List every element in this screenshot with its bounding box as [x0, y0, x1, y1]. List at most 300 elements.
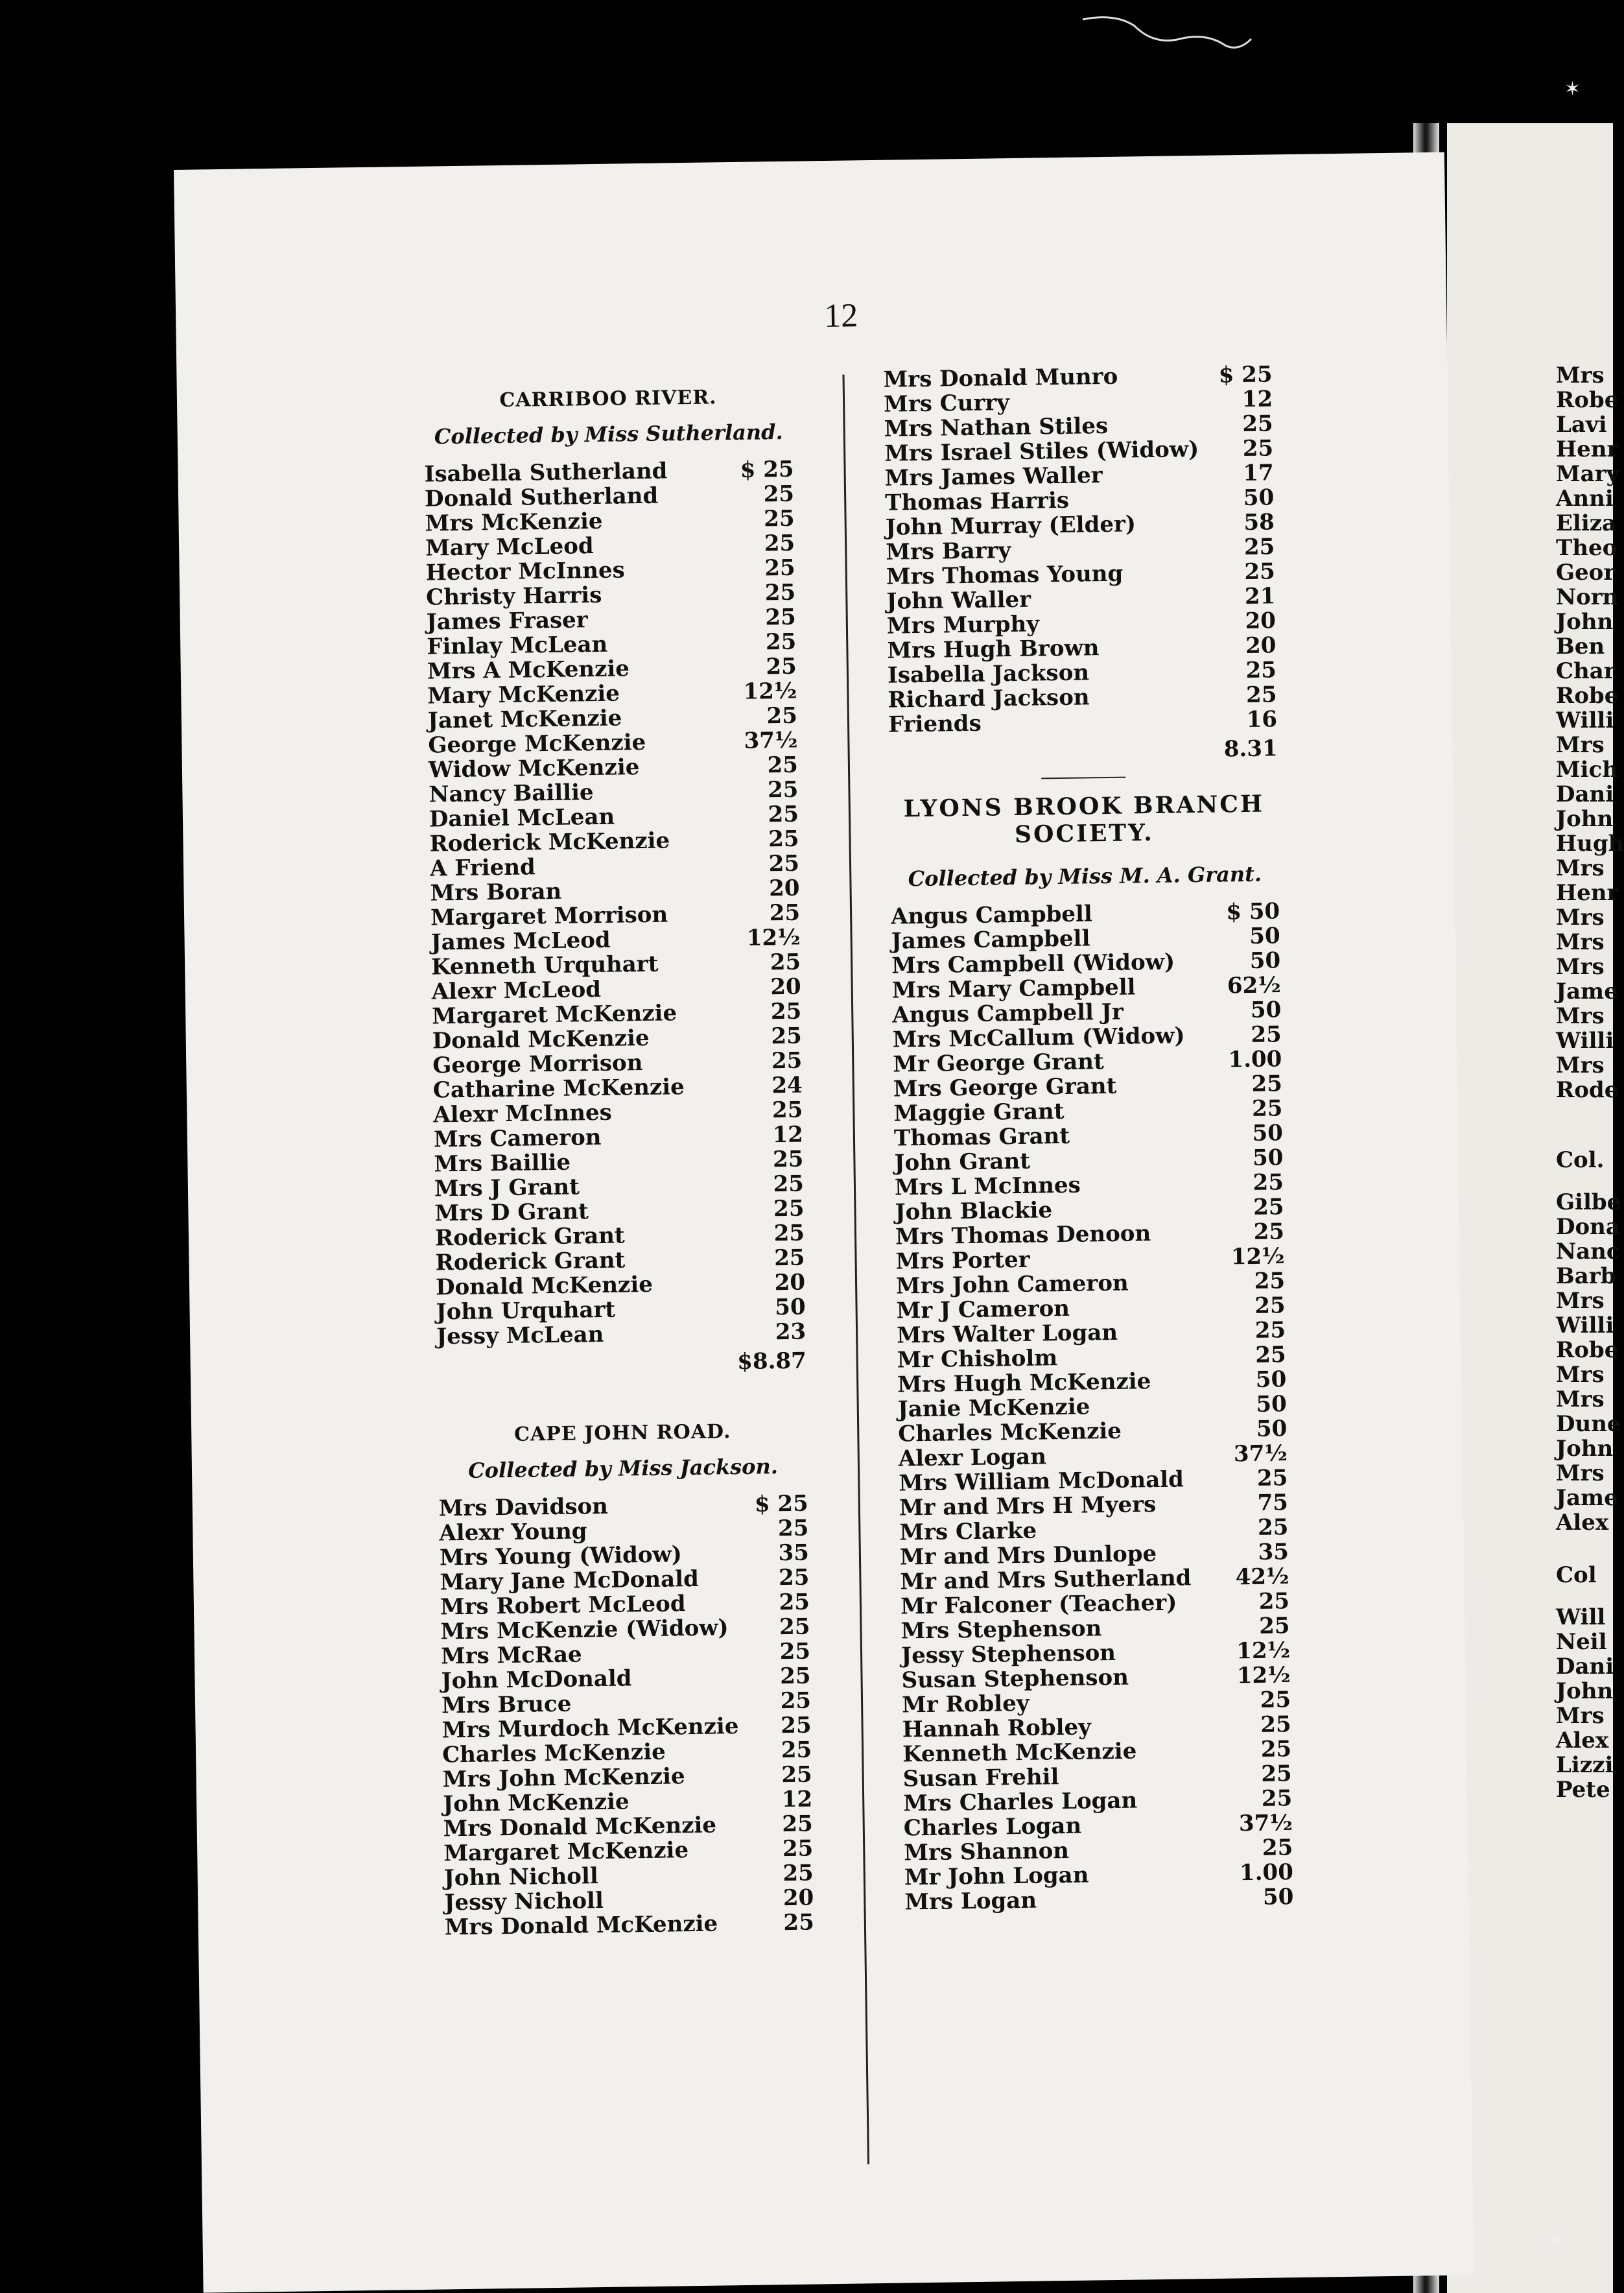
adjacent-fragment: John — [1556, 806, 1614, 832]
cape-john-collector: Collected by Miss Jackson. — [467, 1454, 779, 1483]
contributor-name: Mrs McKenzie (Widow) — [440, 1615, 729, 1645]
contribution-amount: 12½ — [746, 924, 801, 951]
contribution-amount: 25 — [778, 1564, 810, 1591]
contributor-name: Mrs Baillie — [434, 1149, 571, 1178]
contributor-name: Mrs McKenzie — [425, 508, 603, 537]
contributor-name: Mrs McCallum (Widow) — [892, 1023, 1185, 1053]
contribution-amount: 25 — [1251, 1071, 1283, 1097]
contributor-name: Mrs John Cameron — [895, 1270, 1129, 1300]
adjacent-fragment: Neil — [1556, 1629, 1607, 1655]
contributor-name: Mrs A McKenzie — [427, 656, 630, 685]
contribution-amount: 25 — [777, 1515, 809, 1542]
middle-column — [883, 362, 1293, 1914]
contribution-amount: 37½ — [1238, 1810, 1293, 1837]
contributor-name: John Grant — [894, 1148, 1031, 1176]
contribution-amount: 25 — [1253, 1218, 1285, 1245]
lyons-title-line1: LYONS BROOK BRANCH — [903, 790, 1265, 823]
adjacent-fragment: Will — [1556, 1604, 1606, 1630]
contributor-name: Angus Campbell — [890, 901, 1093, 930]
contribution-amount: 12 — [1242, 386, 1273, 413]
contribution-amount: 25 — [1244, 558, 1276, 586]
adjacent-fragment: Mrs — [1556, 954, 1605, 980]
contribution-amount: 37½ — [1233, 1440, 1288, 1467]
contribution-amount: 25 — [1261, 1785, 1293, 1812]
adjacent-fragment: Mrs — [1556, 1362, 1605, 1388]
contributor-name: Alexr Logan — [898, 1444, 1047, 1472]
contribution-amount: 25 — [765, 604, 797, 631]
contribution-amount: 25 — [780, 1687, 812, 1715]
contributor-name: Mrs Thomas Young — [886, 560, 1124, 590]
contributor-name: A Friend — [429, 854, 536, 882]
contributor-name: Mr and Mrs Dunlope — [899, 1541, 1157, 1571]
contribution-amount: $ 25 — [754, 1490, 809, 1517]
left-column — [423, 385, 814, 1940]
page — [174, 152, 1474, 2293]
contributor-name: Mrs Logan — [904, 1887, 1037, 1916]
contributor-name: John Urquhart — [436, 1296, 616, 1325]
contributor-name: Mrs Nathan Stiles — [884, 412, 1109, 442]
adjacent-fragment: Mrs — [1556, 1386, 1605, 1412]
contributor-name: Mr Falconer (Teacher) — [900, 1589, 1177, 1620]
cape-john-title: CAPE JOHN ROAD. — [513, 1420, 731, 1446]
contributor-name: Christy Harris — [425, 582, 602, 611]
adjacent-fragment: Rode — [1556, 1077, 1619, 1103]
contribution-amount: 25 — [773, 1170, 805, 1198]
contributor-name: John Murray (Elder) — [885, 511, 1136, 541]
contributor-name: Richard Jackson — [888, 684, 1090, 713]
contribution-amount: 25 — [764, 530, 795, 557]
continued-list — [883, 362, 1277, 737]
contribution-amount: 25 — [1243, 534, 1275, 561]
contributor-name: Mrs Young (Widow) — [439, 1541, 683, 1571]
adjacent-fragment: Willi — [1556, 1028, 1614, 1054]
contribution-amount: 25 — [1261, 1761, 1292, 1787]
contributor-name: Friends — [888, 710, 982, 738]
contributor-name: Alexr Young — [439, 1518, 587, 1547]
contributor-name: Mrs Curry — [883, 390, 1010, 418]
contributor-name: Mrs Hugh McKenzie — [897, 1368, 1151, 1398]
contribution-amount: 25 — [770, 949, 801, 976]
adjacent-fragment: Mrs — [1556, 1052, 1605, 1078]
contributor-name: George Morrison — [432, 1050, 643, 1079]
contribution-amount: 25 — [1258, 1588, 1290, 1615]
contributor-name: John Blackie — [895, 1197, 1053, 1226]
contribution-amount: 25 — [1245, 682, 1277, 708]
adjacent-fragment: Robe — [1556, 387, 1619, 413]
contribution-amount: $ 50 — [1226, 898, 1280, 925]
contributor-name: Mrs Israel Stiles (Widow) — [884, 436, 1199, 467]
contribution-amount: 25 — [1254, 1292, 1286, 1319]
adjacent-fragment: Char — [1556, 658, 1616, 684]
contributor-name: Mrs Walter Logan — [896, 1319, 1118, 1349]
adjacent-fragment: Geor — [1556, 560, 1616, 586]
corner-mark: ✶ — [1564, 78, 1581, 101]
contribution-amount: 25 — [771, 1047, 803, 1075]
contribution-amount: 12½ — [1236, 1637, 1291, 1665]
contributor-name: Mrs John McKenzie — [442, 1763, 685, 1793]
contributor-name: Mr J Cameron — [896, 1295, 1070, 1324]
contribution-amount: 25 — [1253, 1194, 1284, 1220]
scratch-mark — [1076, 0, 1258, 78]
contribution-amount: 20 — [768, 875, 800, 902]
contributor-name: Maggie Grant — [893, 1098, 1065, 1127]
contribution-amount: 12½ — [743, 678, 797, 705]
contribution-amount: 12½ — [1236, 1662, 1291, 1689]
contributor-name: Mrs James Waller — [884, 462, 1103, 492]
contribution-amount: 25 — [764, 554, 795, 582]
contributor-name: Mrs Murdoch McKenzie — [441, 1713, 739, 1744]
contributor-name: Mr Robley — [901, 1690, 1030, 1718]
contributor-name: John McKenzie — [442, 1788, 630, 1818]
column-divider — [843, 375, 870, 2165]
contribution-amount: 50 — [1256, 1416, 1288, 1442]
contribution-amount: 58 — [1243, 509, 1275, 536]
contributor-name: Mrs Thomas Denoon — [895, 1220, 1151, 1250]
contribution-amount: 25 — [773, 1244, 805, 1272]
adjacent-fragment: Gilbe — [1556, 1189, 1621, 1215]
adjacent-fragment: Jame — [1556, 979, 1618, 1004]
contribution-amount: 50 — [774, 1294, 806, 1321]
contributor-name: John Nicholl — [443, 1863, 599, 1892]
contributor-name: Janet McKenzie — [427, 705, 622, 734]
contributor-name: Jessy Stephenson — [900, 1639, 1116, 1669]
contributor-name: Mrs Donald McKenzie — [444, 1910, 718, 1941]
contribution-amount: 25 — [768, 826, 799, 853]
contribution-amount: 23 — [775, 1318, 806, 1346]
adjacent-fragment: Alex — [1556, 1728, 1609, 1753]
contributor-name: Alexr McLeod — [431, 976, 602, 1005]
lyons-title-line2: SOCIETY. — [1014, 818, 1155, 848]
contributor-name: Margaret Morrison — [430, 901, 668, 931]
adjacent-fragment: Henr — [1556, 880, 1619, 906]
contribution-amount: 42½ — [1235, 1563, 1289, 1591]
contribution-amount: 20 — [770, 973, 801, 1001]
contributor-name: Mrs Mary Campbell — [891, 974, 1136, 1004]
adjacent-fragment: Robe — [1556, 683, 1619, 709]
contribution-amount: 21 — [1244, 583, 1276, 610]
adjacent-fragment: Theo — [1556, 535, 1618, 561]
contributor-name: Mrs William McDonald — [899, 1466, 1184, 1497]
adjacent-fragment: Willi — [1556, 707, 1614, 733]
contributor-name: Mrs Davidson — [438, 1493, 609, 1522]
contributor-name: Angus Campbell Jr — [892, 999, 1124, 1028]
contribution-amount: 25 — [768, 850, 800, 877]
contribution-amount: 20 — [1245, 632, 1277, 659]
contributor-name: Margaret McKenzie — [431, 1000, 677, 1030]
contributor-name: Mr Chisholm — [897, 1345, 1058, 1373]
adjacent-fragment: John — [1556, 1678, 1614, 1704]
contributor-name: Roderick McKenzie — [429, 827, 670, 857]
contribution-amount: 25 — [780, 1712, 812, 1739]
contributor-name: Mrs Stephenson — [900, 1615, 1102, 1645]
contributor-name: Susan Frehil — [902, 1764, 1059, 1792]
contribution-amount: 25 — [782, 1835, 814, 1862]
contributor-name: Hector McInnes — [425, 557, 626, 586]
contribution-amount: 25 — [773, 1195, 805, 1222]
contribution-amount: 25 — [1256, 1465, 1288, 1491]
contribution-amount: 37½ — [744, 727, 798, 754]
contributor-name: Margaret McKenzie — [443, 1837, 689, 1867]
contribution-amount: 25 — [1251, 1021, 1282, 1048]
contribution-amount: 25 — [783, 1860, 814, 1887]
contribution-amount: 25 — [764, 579, 796, 606]
contribution-amount: 20 — [783, 1884, 814, 1912]
carriboo-title: CARRIBOO RIVER. — [499, 386, 717, 412]
adjacent-fragment: Mrs — [1556, 362, 1605, 388]
contributor-name: Thomas Grant — [893, 1123, 1070, 1152]
contributor-name: John McDonald — [441, 1665, 632, 1694]
contributor-name: Donald Sutherland — [424, 482, 659, 512]
contributor-name: Mrs Cameron — [433, 1124, 602, 1153]
contributor-name: Roderick Grant — [434, 1222, 625, 1252]
contributor-name: Thomas Harris — [885, 487, 1070, 516]
contribution-amount: 25 — [1262, 1835, 1293, 1861]
adjacent-fragment: Alex — [1556, 1510, 1609, 1536]
contributor-name: Mrs Donald Munro — [883, 363, 1118, 393]
adjacent-col-label: Col. — [1556, 1147, 1605, 1173]
contributor-name: Daniel McLean — [429, 803, 615, 833]
adjacent-fragment: Dune — [1556, 1411, 1621, 1437]
adjacent-page-text-mid — [1556, 1189, 1621, 1536]
contributor-name: Mrs D Grant — [434, 1198, 589, 1227]
contribution-amount: 25 — [782, 1811, 813, 1838]
adjacent-fragment: Anni — [1556, 486, 1614, 512]
continued-total: 8.31 — [1223, 735, 1278, 763]
contributor-name: James McLeod — [430, 927, 611, 956]
adjacent-fragment: Dani — [1556, 1654, 1614, 1680]
contribution-amount: 50 — [1252, 1120, 1284, 1146]
contributor-name: Charles Logan — [903, 1812, 1082, 1842]
contributor-name: Widow McKenzie — [428, 754, 640, 783]
adjacent-fragment: Mary — [1556, 461, 1619, 487]
contribution-amount: 24 — [771, 1072, 803, 1099]
contribution-amount: 50 — [1249, 947, 1281, 974]
adjacent-fragment: Mrs — [1556, 1003, 1605, 1029]
contribution-amount: 25 — [1245, 657, 1277, 683]
contributor-name: Mr John Logan — [904, 1862, 1089, 1891]
contributor-name: Mrs J Grant — [434, 1174, 580, 1202]
list-item — [445, 1910, 814, 1940]
contribution-amount: 25 — [1257, 1514, 1289, 1541]
contributor-name: Jessy Nicholl — [444, 1888, 604, 1916]
contribution-amount: 50 — [1250, 997, 1282, 1023]
contribution-amount: 1.00 — [1228, 1046, 1282, 1073]
contributor-name: Mrs Donald McKenzie — [443, 1812, 717, 1842]
contribution-amount: $ 25 — [1218, 361, 1273, 388]
contribution-amount: 50 — [1249, 923, 1280, 949]
contribution-amount: 25 — [763, 505, 795, 532]
cape-john-list — [439, 1491, 814, 1940]
contribution-amount: 25 — [781, 1737, 812, 1764]
contributor-name: Alexr McInnes — [433, 1099, 613, 1128]
section-rule — [1041, 777, 1125, 779]
adjacent-fragment: John — [1556, 1436, 1614, 1462]
contribution-amount: 50 — [1256, 1391, 1288, 1418]
adjacent-fragment: Mrs — [1556, 929, 1605, 955]
contribution-amount: 25 — [770, 998, 802, 1025]
contribution-amount: 25 — [771, 1097, 803, 1124]
contributor-name: Janie McKenzie — [897, 1394, 1090, 1423]
contribution-amount: 1.00 — [1239, 1859, 1294, 1886]
contribution-amount: 25 — [768, 801, 799, 828]
contributor-name: Roderick Grant — [435, 1247, 626, 1276]
contributor-name: Mrs Porter — [895, 1246, 1030, 1275]
contribution-amount: 25 — [1242, 435, 1274, 462]
contributor-name: Charles McKenzie — [441, 1739, 666, 1768]
bottom-mark: ❟ — [1549, 2218, 1560, 2248]
contribution-amount: 20 — [774, 1269, 806, 1296]
contributor-name: Susan Stephenson — [901, 1664, 1129, 1694]
contribution-amount: 25 — [1260, 1736, 1292, 1763]
adjacent-page-text-top — [1556, 362, 1624, 1103]
adjacent-fragment: Eliza — [1556, 510, 1617, 536]
carriboo-list — [424, 457, 806, 1349]
contributor-name: Mr and Mrs H Myers — [899, 1491, 1157, 1521]
contribution-amount: 25 — [781, 1761, 812, 1788]
contribution-amount: 25 — [779, 1613, 810, 1641]
contribution-amount: 25 — [1254, 1317, 1286, 1344]
contributor-name: Jessy McLean — [436, 1321, 604, 1350]
contribution-amount: 12½ — [1230, 1243, 1285, 1270]
contribution-amount: 16 — [1246, 706, 1278, 733]
contributor-name: Mrs Hugh Brown — [887, 635, 1100, 664]
contributor-name: Mr George Grant — [893, 1049, 1104, 1078]
contribution-amount: 25 — [1254, 1268, 1286, 1294]
contributor-name: Mrs Shannon — [904, 1837, 1070, 1866]
contribution-amount: 50 — [1255, 1366, 1287, 1393]
contributor-name: Mrs L McInnes — [894, 1172, 1081, 1201]
contribution-amount: 50 — [1243, 484, 1275, 512]
list-item — [904, 1884, 1293, 1914]
contributor-name: Mrs Boran — [430, 878, 562, 907]
adjacent-fragment: Mrs — [1556, 905, 1605, 931]
contributor-name: George McKenzie — [428, 729, 646, 759]
contribution-amount: 25 — [1258, 1613, 1290, 1639]
contributor-name: Mary McLeod — [425, 533, 594, 562]
contributor-name: Donald McKenzie — [435, 1271, 653, 1301]
contribution-amount: 75 — [1257, 1490, 1289, 1516]
contributor-name: Catharine McKenzie — [432, 1074, 685, 1104]
adjacent-fragment: Mrs — [1556, 855, 1605, 881]
contributor-name: Mrs Campbell (Widow) — [891, 949, 1175, 979]
contribution-amount: 25 — [1260, 1687, 1291, 1713]
contributor-name: Mrs Robert McLeod — [440, 1591, 686, 1621]
contributor-name: Mrs Barry — [886, 538, 1011, 565]
contributor-name: Isabella Jackson — [887, 659, 1090, 689]
page-number: 12 — [823, 297, 858, 335]
adjacent-fragment: Barb — [1556, 1263, 1616, 1289]
contributor-name: Donald McKenzie — [432, 1025, 650, 1054]
contributor-name: John Waller — [886, 586, 1031, 615]
contributor-name: Mrs Murphy — [886, 611, 1040, 639]
adjacent-fragment: Norn — [1556, 584, 1619, 610]
adjacent-fragment: Mich — [1556, 757, 1618, 783]
adjacent-fragment: Hugh — [1556, 831, 1624, 857]
contribution-amount: 25 — [779, 1589, 810, 1616]
adjacent-fragment: Lizzi — [1556, 1752, 1614, 1778]
contributor-name: Mrs Bruce — [441, 1691, 572, 1719]
adjacent-fragment: Mrs — [1556, 1703, 1605, 1729]
contributor-name: Finlay McLean — [427, 631, 608, 660]
adjacent-fragment: Dona — [1556, 1214, 1620, 1240]
adjacent-fragment: Lavi — [1556, 412, 1607, 438]
list-item — [436, 1320, 806, 1349]
adjacent-fragment: Nanc — [1556, 1239, 1620, 1265]
lyons-list — [891, 899, 1294, 1914]
contribution-amount: 25 — [1255, 1342, 1286, 1368]
contribution-amount: 17 — [1243, 460, 1274, 487]
contribution-amount: 25 — [1260, 1711, 1291, 1738]
contributor-name: James Fraser — [426, 607, 588, 636]
contributor-name: Mrs Clarke — [899, 1517, 1037, 1546]
adjacent-fragment: Mrs — [1556, 732, 1605, 758]
adjacent-fragment: Jame — [1556, 1485, 1618, 1511]
contribution-amount: 50 — [1262, 1884, 1294, 1910]
contribution-amount: 25 — [766, 702, 798, 730]
contribution-amount: 25 — [766, 653, 797, 680]
contributor-name: Isabella Sutherland — [424, 458, 668, 488]
contribution-amount: 25 — [779, 1663, 811, 1690]
contribution-amount: 25 — [769, 899, 801, 927]
contribution-amount: 62½ — [1227, 972, 1282, 999]
contributor-name: Charles McKenzie — [898, 1418, 1122, 1447]
contribution-amount: 25 — [772, 1146, 804, 1173]
contribution-amount: 25 — [783, 1909, 815, 1936]
contribution-amount: 25 — [1242, 410, 1273, 438]
adjacent-col-label-2: Col — [1556, 1562, 1597, 1588]
contributor-name: Mary McKenzie — [427, 680, 620, 709]
adjacent-fragment: Mrs — [1556, 1460, 1605, 1486]
contributor-name: Mary Jane McDonald — [440, 1565, 700, 1596]
contribution-amount: 25 — [767, 776, 799, 803]
contributor-name: Nancy Baillie — [429, 779, 594, 808]
contribution-amount: 25 — [1253, 1169, 1284, 1196]
carriboo-total: $8.87 — [736, 1348, 807, 1375]
contributor-name: Mrs George Grant — [893, 1073, 1117, 1102]
contribution-amount: 35 — [1258, 1539, 1289, 1565]
contribution-amount: 25 — [779, 1638, 811, 1665]
contribution-amount: 12 — [781, 1786, 813, 1813]
contribution-amount: $ 25 — [740, 456, 794, 483]
contribution-amount: 25 — [767, 752, 799, 779]
contributor-name: Kenneth McKenzie — [902, 1738, 1137, 1768]
adjacent-fragment: Dani — [1556, 781, 1614, 807]
contribution-amount: 20 — [1245, 608, 1277, 634]
contributor-name: Mrs McRae — [440, 1641, 582, 1670]
carriboo-collector: Collected by Miss Sutherland. — [434, 419, 783, 449]
contribution-amount: 50 — [1252, 1145, 1284, 1171]
adjacent-fragment: John — [1556, 609, 1614, 635]
contribution-amount: 25 — [765, 628, 797, 656]
contributor-name: Kenneth Urquhart — [430, 951, 659, 980]
list-item — [888, 707, 1277, 737]
lyons-collector: Collected by Miss M. A. Grant. — [908, 861, 1262, 892]
contributor-name: James Campbell — [891, 925, 1090, 955]
adjacent-fragment: Robe — [1556, 1337, 1619, 1363]
adjacent-fragment: Mrs — [1556, 1288, 1605, 1314]
adjacent-fragment: Henr — [1556, 436, 1619, 462]
contributor-name: Hannah Robley — [902, 1714, 1092, 1743]
contribution-amount: 25 — [771, 1023, 803, 1050]
contributor-name: Mr and Mrs Sutherland — [900, 1565, 1192, 1595]
adjacent-fragment: Ben — [1556, 634, 1605, 659]
adjacent-page-text-low — [1556, 1605, 1614, 1802]
contribution-amount: 25 — [1251, 1095, 1283, 1122]
adjacent-fragment: Willi — [1556, 1313, 1614, 1338]
contribution-amount: 12 — [772, 1121, 804, 1148]
adjacent-fragment: Pete — [1556, 1777, 1610, 1803]
contribution-amount: 25 — [763, 481, 795, 508]
